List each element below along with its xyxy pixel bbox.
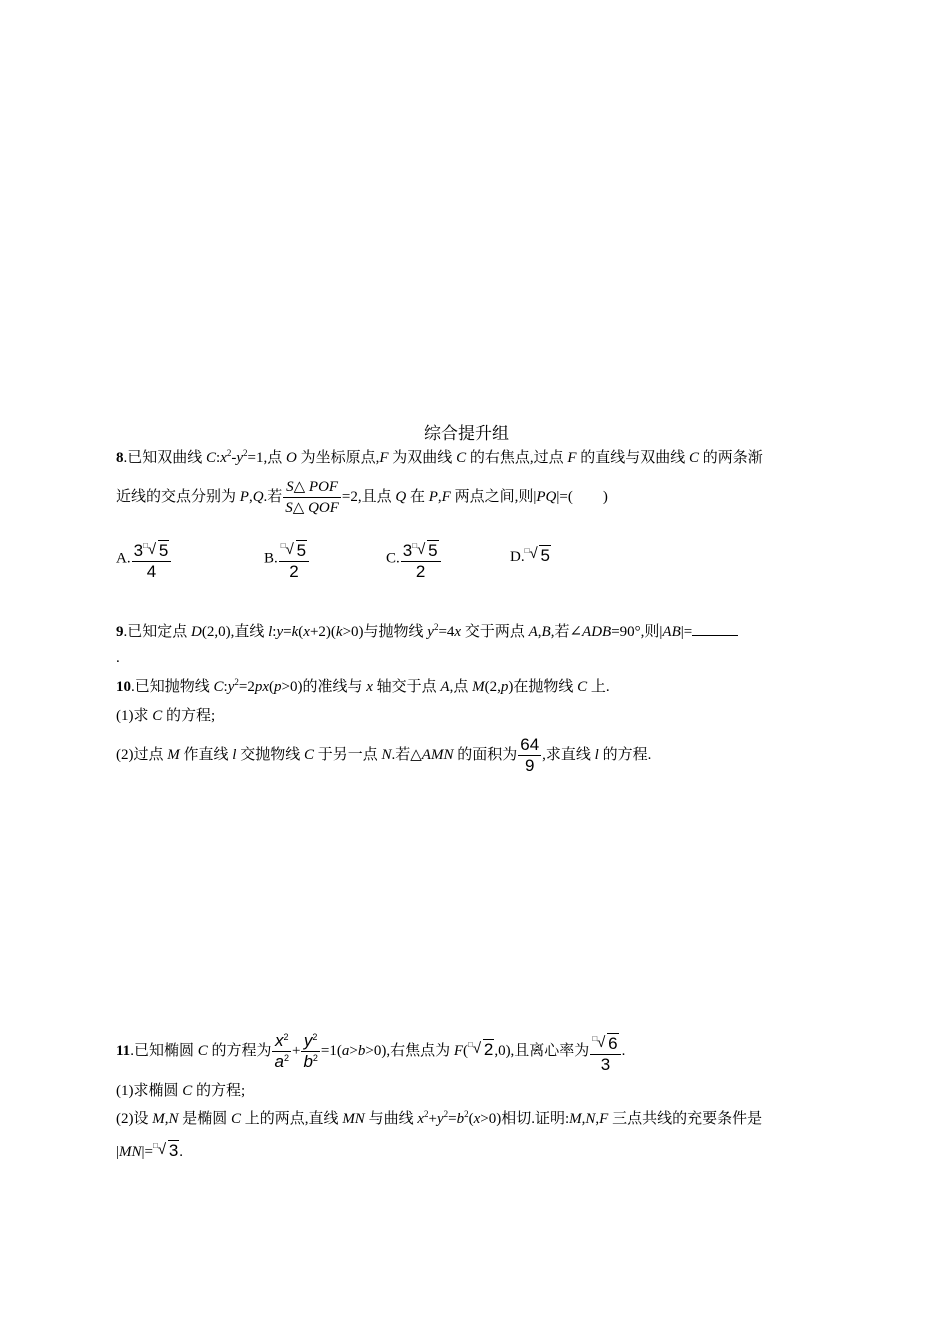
area-ratio-fraction: $\frac{\text{S△ POF}}{\text{S△ QOF}}$ xyxy=(285,479,339,517)
ellipse-x-term: $\frac{x^2}{a^2}$ xyxy=(274,1031,289,1072)
question-10-part-1: (1)求 C 的方程; xyxy=(116,708,216,724)
option-d[interactable]: D.□ √ 5 xyxy=(510,545,550,565)
answer-blank[interactable] xyxy=(692,621,738,636)
option-c[interactable]: C. 3□ √ 5 2 xyxy=(386,536,442,582)
question-11-part-2: (2)设 M,N 是椭圆 C 上的两点,直线 MN 与曲线 $x^2+y^2=b^2(x>0)$相切.证明:M,N,F 三点共线的充要条件是 xyxy=(116,1109,763,1127)
question-9-dot: . xyxy=(116,650,120,666)
section-title: 综合提升组 xyxy=(424,424,509,444)
question-11-part-1: (1)求椭圆 C 的方程; xyxy=(116,1083,246,1099)
ellipse-y-term: $\frac{y^2}{b^2}$ xyxy=(303,1031,318,1072)
question-10-part-2: (2)过点 M 作直线 l 交抛物线 C 于另一点 N.若△AMN 的面积为 $\frac{64}{9}$ ,求直线 l 的方程. xyxy=(116,735,652,776)
question-10: 10.已知抛物线 $C:y^2=2px(p>0)$的准线与 x 轴交于点 A,点 M(2,p)在抛物线 C 上. xyxy=(116,677,610,695)
question-8-line-2: 近线的交点分别为 P,Q.若 $\frac{\text{S△ POF}}{\text{S△ QOF}}$ =2,且点 Q 在 P,F 两点之间,则|PQ|=( ) xyxy=(116,479,608,517)
area-fraction: $\frac{64}{9}$ xyxy=(520,735,540,776)
question-11: 11.已知椭圆 C 的方程为 $\frac{x^2}{a^2}$ + $\frac{y^2}{b^2}$ =1(a>b>0),右焦点为 F(□ √ 2,0),且离心率为 □ √ 6 3 . xyxy=(116,1022,625,1075)
option-a[interactable]: A. 3□ √ 5 4 xyxy=(116,536,172,582)
question-9: 9.已知定点 D(2,0),直线 l:y=k(x+2)(k>0)与抛物线 $y^2=4x$ 交于两点 A,B,若∠ADB=90°,则|AB|= xyxy=(116,621,738,642)
question-11-part-2-cont: |MN|=□ √ 3. xyxy=(116,1141,184,1160)
option-b[interactable]: B. □ √ 5 2 xyxy=(264,536,310,582)
eccentricity-fraction: □ √ 6 3 xyxy=(590,1029,620,1075)
question-8-line-1: 8.已知双曲线 $C:x^2-y^2=1$,点 O 为坐标原点,F 为双曲线 C 的右焦点,过点 F 的直线与双曲线 C 的两条渐 xyxy=(116,448,763,466)
